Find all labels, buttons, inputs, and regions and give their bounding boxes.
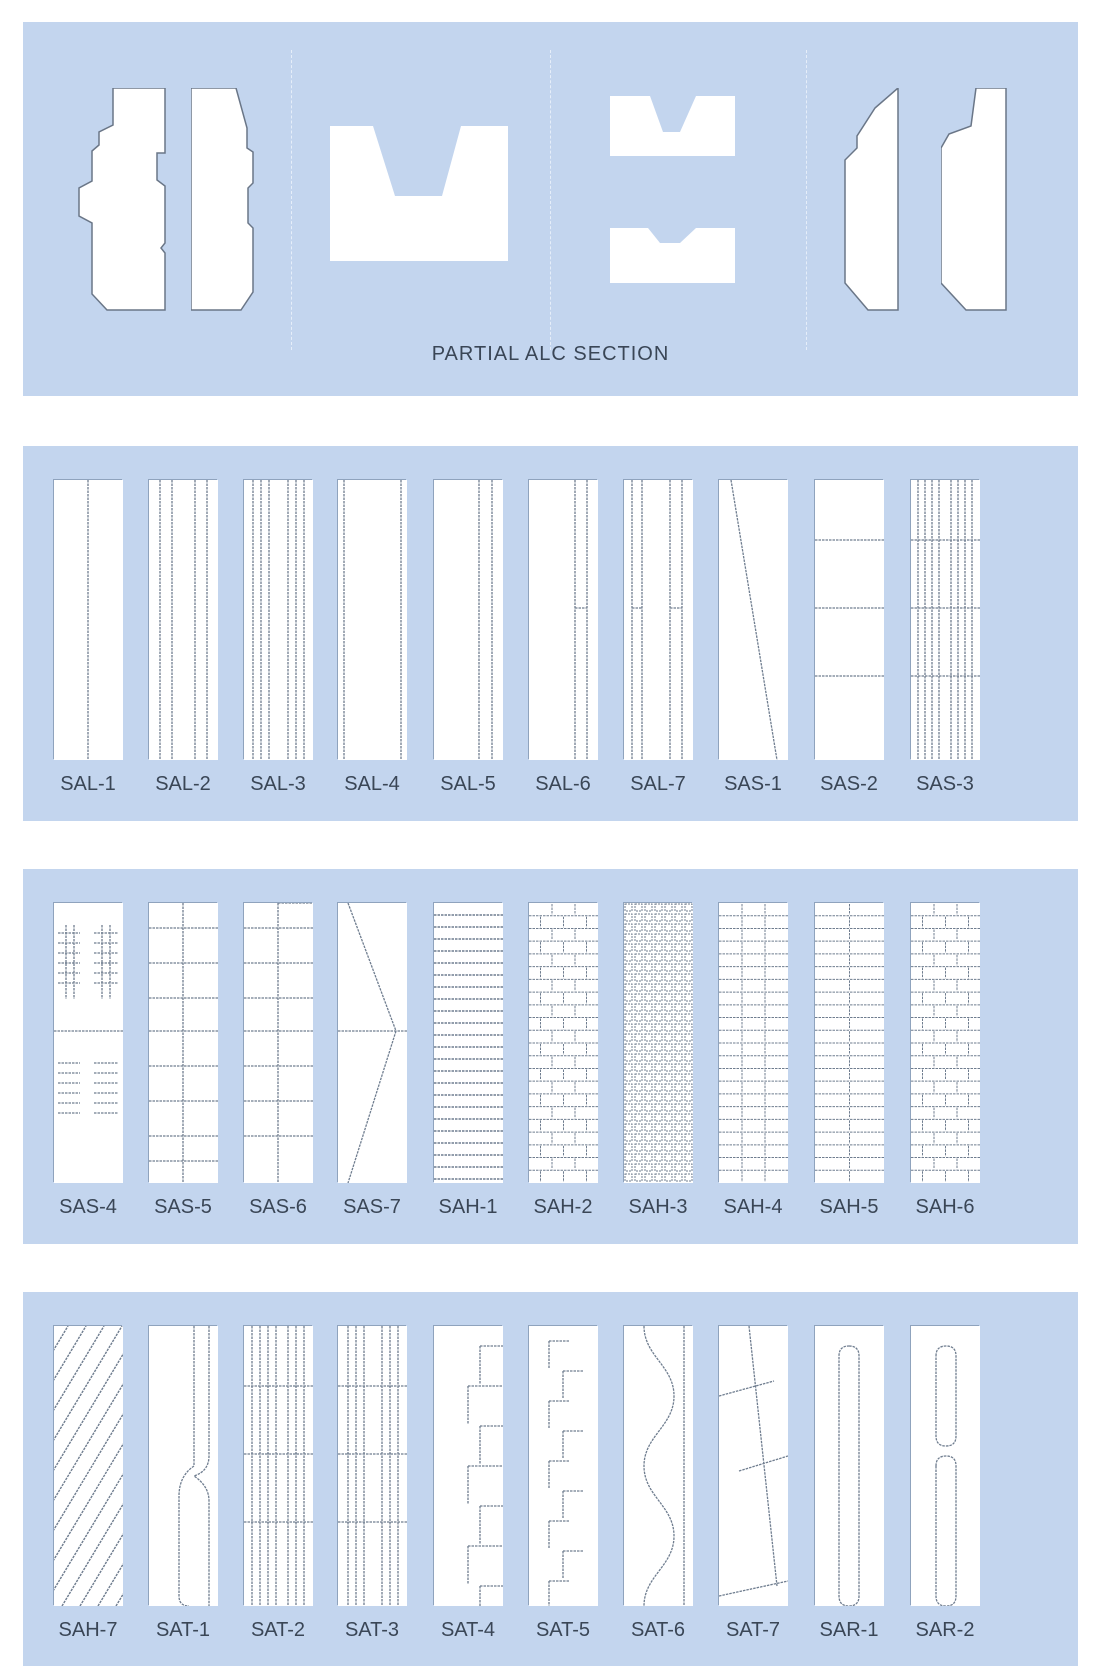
pattern-sah-3 [624, 903, 693, 1183]
section-channel-bottom [610, 215, 735, 311]
panel-label: SAH-7 [58, 1619, 118, 1641]
panel-label: SAH-4 [723, 1196, 783, 1218]
panel-sal-3 [244, 480, 313, 760]
panel-sah-3 [624, 903, 693, 1183]
panel-sal-6 [529, 480, 598, 760]
pattern-sah-7 [54, 1326, 123, 1606]
panel-label: SAS-6 [249, 1196, 307, 1218]
panel-sar-1 [815, 1326, 884, 1606]
panel-label: SAL-3 [250, 773, 306, 795]
pattern-sat-1 [149, 1326, 218, 1606]
pattern-sat-6 [624, 1326, 693, 1606]
pattern-row-1 [23, 446, 1078, 821]
panel-sat-3 [338, 1326, 407, 1606]
pattern-row-3 [23, 1292, 1078, 1666]
panel-sas-2 [815, 480, 884, 760]
pattern-sal-2 [149, 480, 218, 760]
panel-label: SAL-7 [630, 773, 686, 795]
panel-label: SAH-2 [533, 1196, 593, 1218]
panel-label: SAS-5 [154, 1196, 212, 1218]
partial-alc-section-panel [23, 22, 1078, 396]
pattern-sat-5 [529, 1326, 598, 1606]
panel-sah-6 [911, 903, 980, 1183]
pattern-sar-2 [911, 1326, 980, 1606]
pattern-sah-2 [529, 903, 598, 1183]
panel-sas-4 [54, 903, 123, 1183]
panel-label: SAH-5 [819, 1196, 879, 1218]
panel-sah-1 [434, 903, 503, 1183]
section-chamfer-right [941, 88, 1011, 313]
panel-sal-2 [149, 480, 218, 760]
panel-label: SAT-7 [725, 1619, 781, 1641]
panel-label: SAS-1 [724, 773, 782, 795]
pattern-sat-3 [338, 1326, 407, 1606]
pattern-sah-6 [911, 903, 980, 1183]
pattern-sat-2 [244, 1326, 313, 1606]
panel-label: SAH-1 [438, 1196, 498, 1218]
panel-sat-5 [529, 1326, 598, 1606]
panel-label: SAH-6 [915, 1196, 975, 1218]
panel-label: SAS-2 [820, 773, 878, 795]
panel-label: SAS-4 [59, 1196, 117, 1218]
section-divider [291, 50, 292, 350]
section-trough [330, 126, 508, 261]
panel-sat-2 [244, 1326, 313, 1606]
section-channel-top [610, 96, 735, 192]
panel-sas-3 [911, 480, 980, 760]
panel-sas-6 [244, 903, 313, 1183]
panel-label: SAL-6 [535, 773, 591, 795]
pattern-sat-7 [719, 1326, 788, 1606]
panel-sah-4 [719, 903, 788, 1183]
pattern-row-2 [23, 869, 1078, 1244]
panel-sat-1 [149, 1326, 218, 1606]
panel-label: SAT-1 [155, 1619, 211, 1641]
panel-label: SAL-2 [155, 773, 211, 795]
pattern-sas-1 [719, 480, 788, 760]
panel-label: SAR-1 [819, 1619, 879, 1641]
pattern-sas-6 [244, 903, 313, 1183]
pattern-sat-4 [434, 1326, 503, 1606]
section-divider [550, 50, 551, 350]
panel-label: SAT-6 [630, 1619, 686, 1641]
panel-label: SAT-3 [344, 1619, 400, 1641]
section-caption: PARTIAL ALC SECTION [431, 343, 670, 365]
panel-sas-7 [338, 903, 407, 1183]
pattern-sas-3 [911, 480, 980, 760]
panel-sas-5 [149, 903, 218, 1183]
panel-label: SAT-2 [250, 1619, 306, 1641]
pattern-sal-6 [529, 480, 598, 760]
pattern-sah-4 [719, 903, 788, 1183]
panel-label: SAL-4 [344, 773, 400, 795]
panel-label: SAT-4 [440, 1619, 496, 1641]
pattern-sal-1 [54, 480, 123, 760]
panel-sat-4 [434, 1326, 503, 1606]
pattern-sal-4 [338, 480, 407, 760]
panel-sah-5 [815, 903, 884, 1183]
panel-sas-1 [719, 480, 788, 760]
panel-sat-6 [624, 1326, 693, 1606]
pattern-sas-5 [149, 903, 218, 1183]
panel-sal-7 [624, 480, 693, 760]
section-divider [806, 50, 807, 350]
panel-sal-1 [54, 480, 123, 760]
pattern-sal-7 [624, 480, 693, 760]
pattern-sal-5 [434, 480, 503, 760]
section-tongue-groove-left [73, 88, 168, 313]
pattern-sas-4 [54, 903, 123, 1183]
pattern-sah-5 [815, 903, 884, 1183]
panel-label: SAL-5 [440, 773, 496, 795]
panel-sah-7 [54, 1326, 123, 1606]
panel-label: SAT-5 [535, 1619, 591, 1641]
panel-label: SAH-3 [628, 1196, 688, 1218]
panel-label: SAL-1 [60, 773, 116, 795]
panel-label: SAS-3 [916, 773, 974, 795]
pattern-sas-2 [815, 480, 884, 760]
panel-sar-2 [911, 1326, 980, 1606]
panel-sah-2 [529, 903, 598, 1183]
panel-sat-7 [719, 1326, 788, 1606]
section-tongue-groove-right [191, 88, 286, 313]
panel-sal-5 [434, 480, 503, 760]
pattern-sas-7 [338, 903, 407, 1183]
section-chamfer-left [843, 88, 903, 313]
panel-label: SAS-7 [343, 1196, 401, 1218]
pattern-sah-1 [434, 903, 503, 1183]
pattern-sar-1 [815, 1326, 884, 1606]
pattern-sal-3 [244, 480, 313, 760]
panel-label: SAR-2 [915, 1619, 975, 1641]
panel-sal-4 [338, 480, 407, 760]
